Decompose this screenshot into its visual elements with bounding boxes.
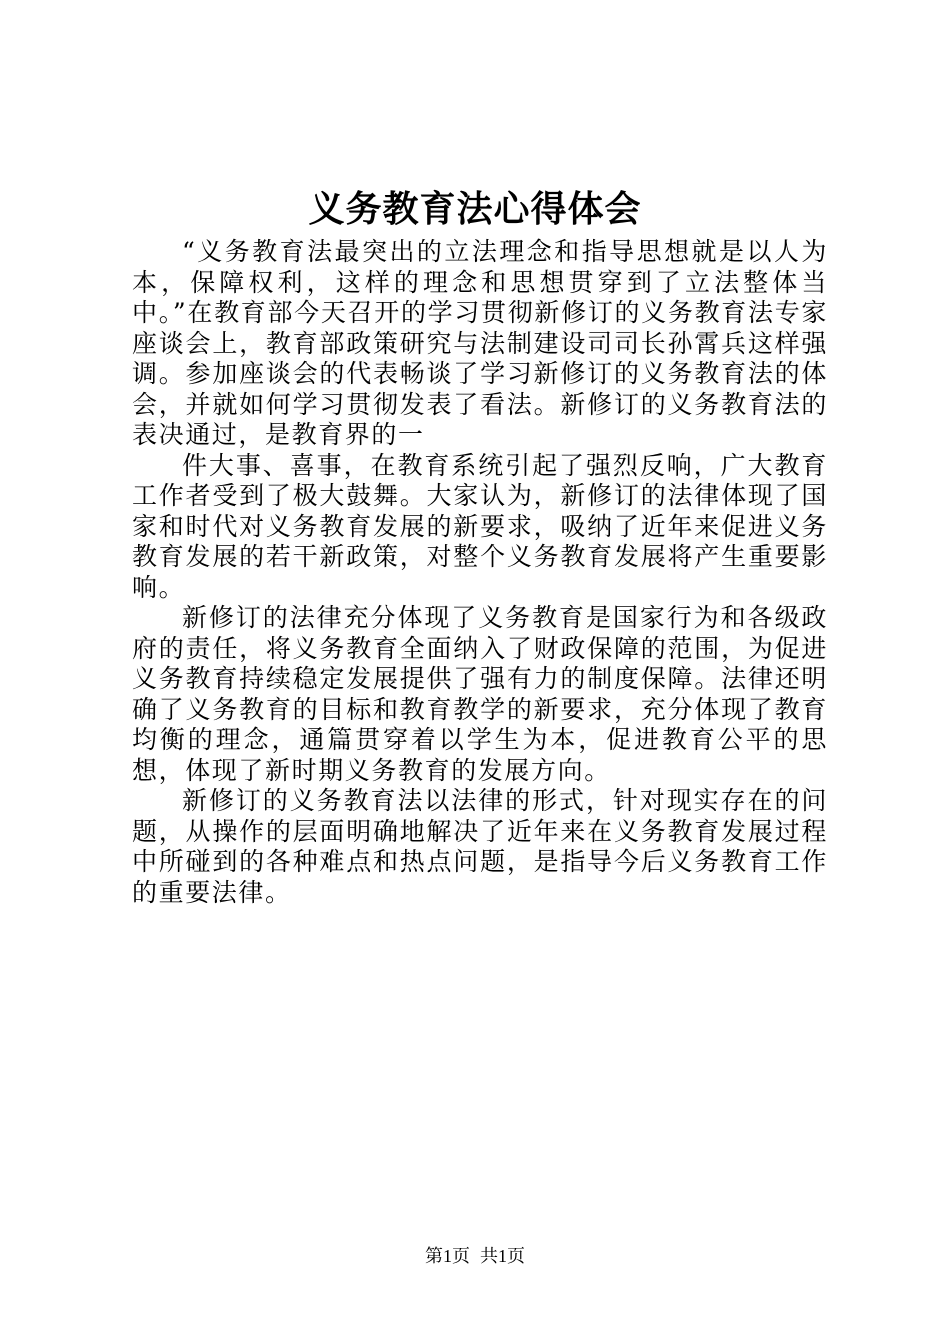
paragraph-4: 新修订的义务教育法以法律的形式，针对现实存在的问题，从操作的层面明确地解决了近年来在义务教育发展过程中所碰到的各种难点和热点问题，是指导今后义务教育工作的重要法律。: [132, 786, 828, 907]
paragraph-1: “义务教育法最突出的立法理念和指导思想就是以人为本，保障权利，这样的理念和思想贯穿到了立法整体当中。”在教育部今天召开的学习贯彻新修订的义务教育法专家座谈会上，教育部政策研究与法制建设司司长孙霄兵这样强调。参加座谈会的代表畅谈了学习新修订的义务教育法的体会，并就如何学习贯彻发表了看法。新修订的义务教育法的表决通过，是教育界的一: [132, 237, 828, 449]
document-body: [132, 237, 828, 908]
page-footer: [0, 1244, 950, 1268]
page-number-current: 第1页: [425, 1246, 470, 1266]
paragraph-3: 新修订的法律充分体现了义务教育是国家行为和各级政府的责任，将义务教育全面纳入了财政保障的范围，为促进义务教育持续稳定发展提供了强有力的制度保障。法律还明确了义务教育的目标和教育教学的新要求，充分体现了教育均衡的理念，通篇贯穿着以学生为本，促进教育公平的思想，体现了新时期义务教育的发展方向。: [132, 603, 828, 785]
document-title: 义务教育法心得体会: [308, 188, 642, 230]
page-number-total: 共1页: [480, 1246, 525, 1266]
paragraph-2: 件大事、喜事，在教育系统引起了强烈反响，广大教育工作者受到了极大鼓舞。大家认为，新修订的法律体现了国家和时代对义务教育发展的新要求，吸纳了近年来促进义务教育发展的若干新政策，对整个义务教育发展将产生重要影响。: [132, 450, 828, 602]
